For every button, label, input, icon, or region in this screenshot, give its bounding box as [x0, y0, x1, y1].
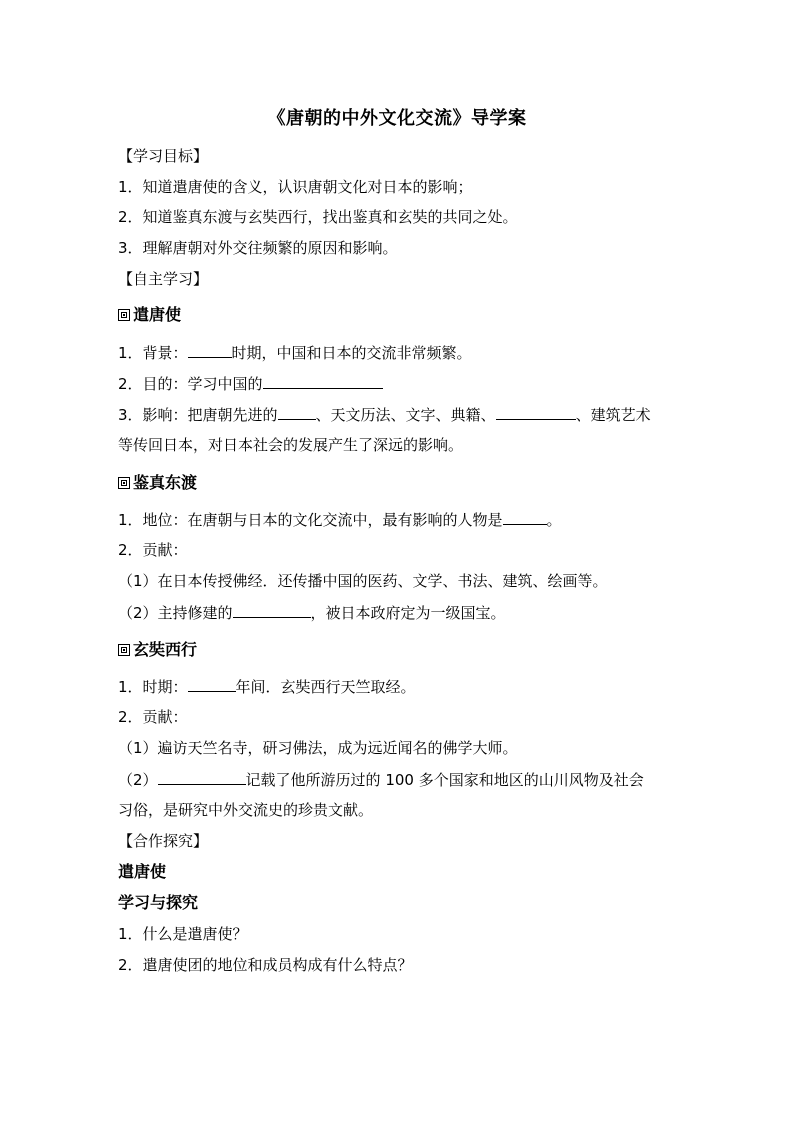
xuanzang-contribution-2: [118, 769, 644, 790]
jianzhen-contribution-text: ，被日本政府定为一级国宝。: [310, 604, 506, 622]
jianzhen-heading-row: [118, 473, 197, 493]
goal-2: 2．知道鉴真东渡与玄奘西行，找出鉴真和玄奘的共同之处。: [118, 208, 518, 226]
blank-field: [263, 373, 383, 389]
section-self-study: 【自主学习】: [118, 270, 209, 288]
coop-subheading: 学习与探究: [118, 893, 199, 912]
goal-3: 3．理解唐朝对外交往频繁的原因和影响。: [118, 239, 398, 257]
envoy-impact: [118, 404, 651, 425]
blank-field: [158, 769, 246, 785]
blank-field: [233, 602, 311, 618]
question-1: 1．什么是遣唐使？: [118, 925, 248, 943]
blank-field: [496, 404, 576, 420]
jianzhen-contribution: 2．贡献：: [118, 541, 188, 559]
jianzhen-status-text: 。: [546, 511, 562, 529]
goal-1: 1．知道遣唐使的含义，认识唐朝文化对日本的影响；: [118, 178, 473, 196]
envoy-background-label: 1．背景：: [118, 344, 188, 362]
xuanzang-contribution-text: （2）: [118, 771, 158, 789]
xuanzang-contribution-text: 记载了他所游历过的 100 多个国家和地区的山川风物及社会: [245, 771, 644, 789]
envoy-background: [118, 342, 472, 363]
envoy-impact-text: 、建筑艺术: [575, 406, 651, 424]
envoy-heading: 遣唐使: [133, 305, 182, 324]
xuanzang-time-label: 1．时期：: [118, 678, 188, 696]
blank-field: [188, 342, 232, 358]
jianzhen-heading: 鉴真东渡: [133, 473, 198, 492]
jianzhen-status: [118, 509, 562, 530]
coop-heading: 遣唐使: [118, 862, 167, 881]
envoy-background-text: 时期，中国和日本的交流非常频繁。: [231, 344, 472, 362]
section-cooperative-inquiry: 【合作探究】: [118, 832, 209, 850]
jianzhen-contribution-1: （1）在日本传授佛经．还传播中国的医药、文学、书法、建筑、绘画等。: [118, 572, 608, 590]
xuanzang-heading: 玄奘西行: [133, 640, 198, 659]
document-title: 《唐朝的中外文化交流》导学案: [267, 108, 527, 129]
xuanzang-time: [118, 676, 416, 697]
section-marker-icon: [118, 309, 130, 321]
envoy-purpose: [118, 373, 383, 394]
jianzhen-status-text: 1．地位：在唐朝与日本的文化交流中，最有影响的人物是: [118, 511, 503, 529]
section-marker-icon: [118, 477, 130, 489]
section-marker-icon: [118, 644, 130, 656]
envoy-impact-cont: 等传回日本，对日本社会的发展产生了深远的影响。: [118, 436, 464, 454]
blank-field: [188, 676, 236, 692]
xuanzang-contribution: 2．贡献：: [118, 708, 188, 726]
envoy-impact-text: 、天文历法、文字、典籍、: [315, 406, 496, 424]
envoy-impact-text: 3．影响：把唐朝先进的: [118, 406, 278, 424]
envoy-heading-row: [118, 305, 181, 325]
xuanzang-heading-row: [118, 640, 197, 660]
xuanzang-contribution-1: （1）遍访天竺名寺，研习佛法，成为远近闻名的佛学大师。: [118, 739, 518, 757]
jianzhen-contribution-text: （2）主持修建的: [118, 604, 233, 622]
section-learning-goals: 【学习目标】: [118, 147, 209, 165]
envoy-purpose-text: 2．目的：学习中国的: [118, 375, 263, 393]
jianzhen-contribution-2: [118, 602, 506, 623]
question-2: 2．遣唐使团的地位和成员构成有什么特点？: [118, 956, 413, 974]
xuanzang-time-text: 年间．玄奘西行天竺取经。: [235, 678, 416, 696]
blank-field: [503, 509, 547, 525]
xuanzang-contribution-2-cont: 习俗，是研究中外交流史的珍贵文献。: [118, 801, 374, 819]
blank-field: [278, 404, 316, 420]
